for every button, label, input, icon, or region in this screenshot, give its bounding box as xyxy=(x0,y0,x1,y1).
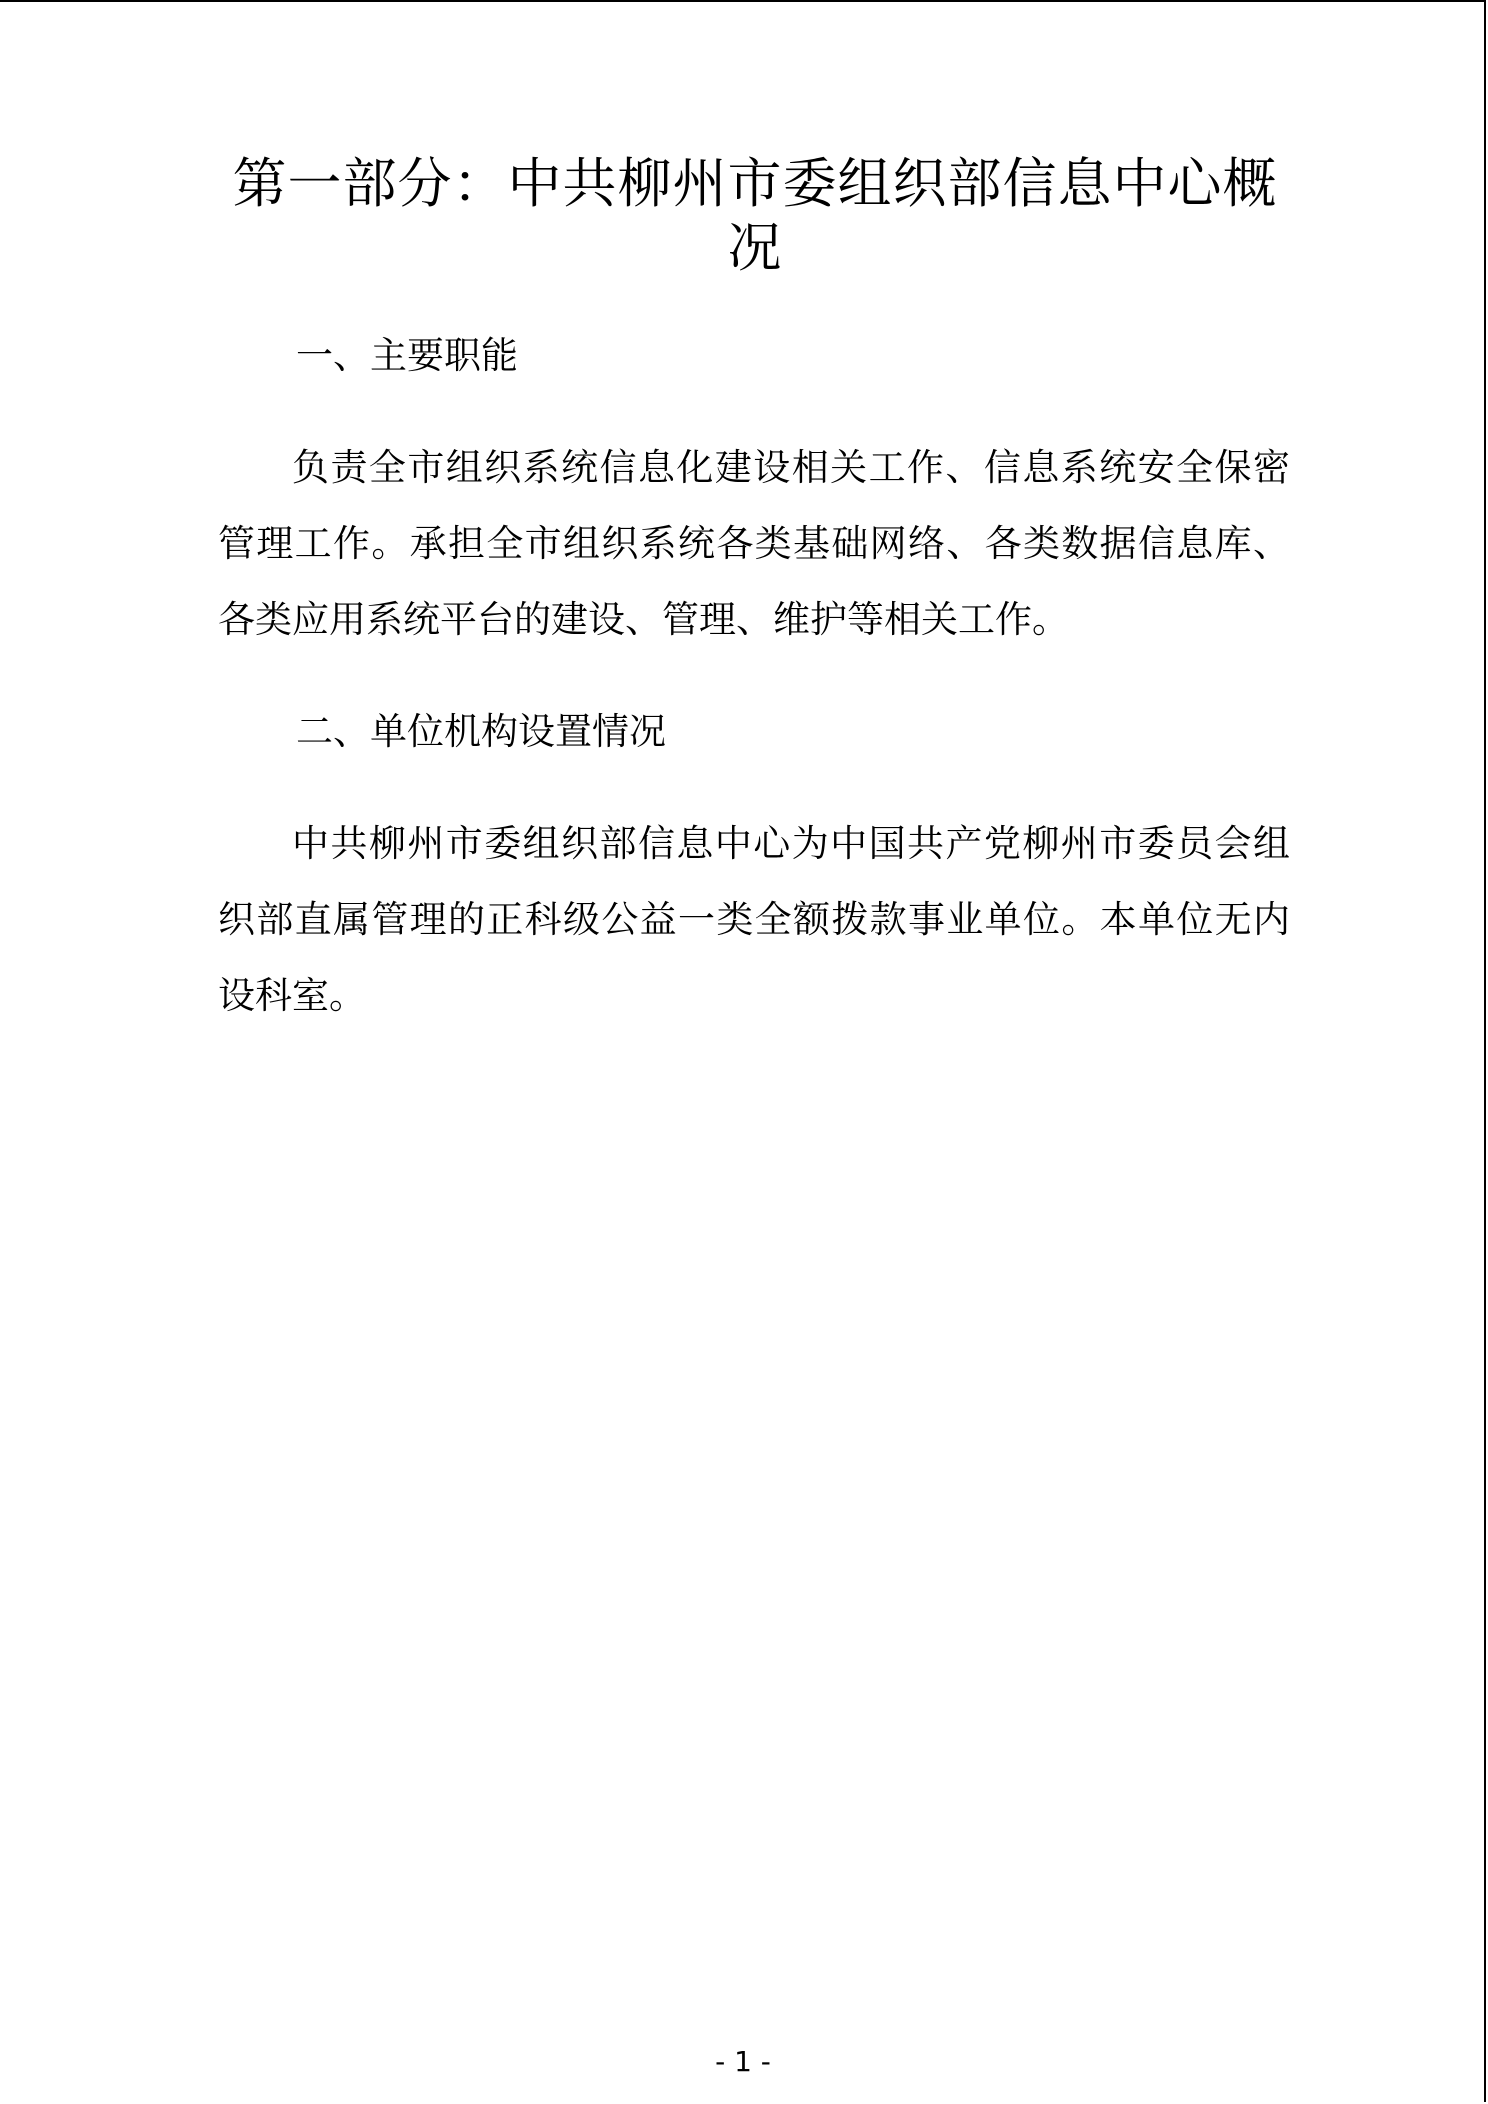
section-body-organization: 中共柳州市委组织部信息中心为中国共产党柳州市委员会组织部直属管理的正科级公益一类全额拨款事业单位。本单位无内设科室。 xyxy=(218,822,1290,1017)
page-number: - 1 - xyxy=(715,2045,771,2078)
page-title: 第一部分：中共柳州市委组织部信息中心概况 xyxy=(232,152,1278,279)
section-body-main-functions: 负责全市组织系统信息化建设相关工作、信息系统安全保密管理工作。承担全市组织系统各类基础网络、各类数据信息库、各类应用系统平台的建设、管理、维护等相关工作。 xyxy=(218,446,1290,641)
section-heading-main-functions: 一、主要职能 xyxy=(296,334,518,377)
section-heading-organization: 二、单位机构设置情况 xyxy=(296,710,666,753)
